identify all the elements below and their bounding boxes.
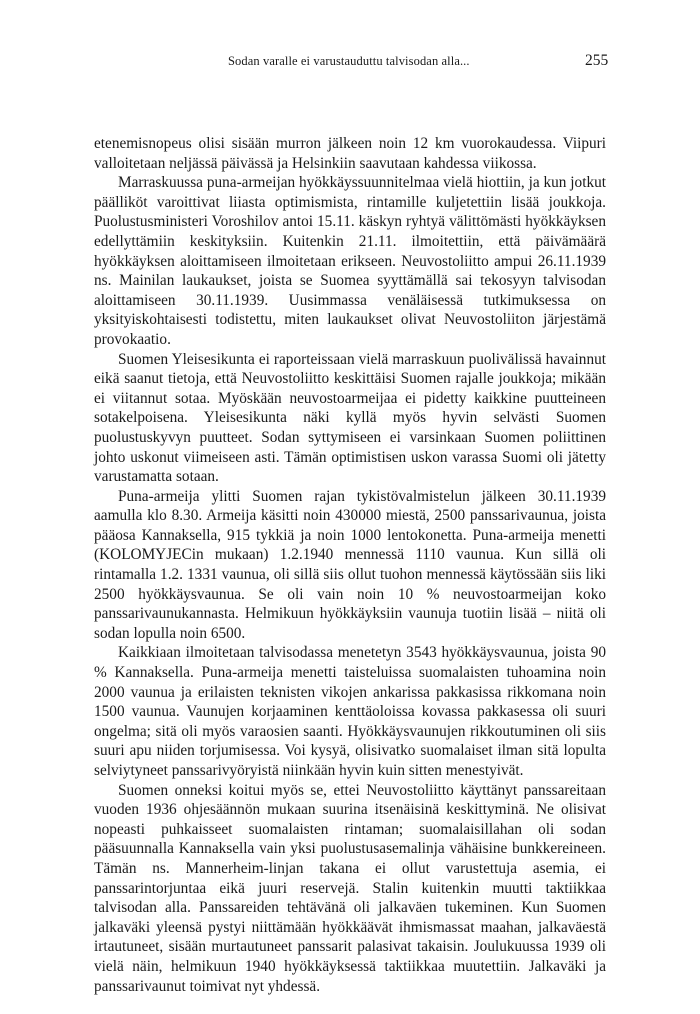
paragraph: Kaikkiaan ilmoitetaan talvisodassa menetetyn 3543 hyökkäysvaunua, joista 90 % Kannaksella. Puna-armeija menetti taisteluissa suomalaisten tuhoamina noin 2000 vaunua ja erilaisten teknisten vikojen ankarissa pakkasissa rikkomana noin 1500 vaunua. Vaunujen korjaaminen kenttäoloissa kovassa pakkasessa oli suuri ongelma; sitä oli myös varaosien saanti. Hyökkäysvaunujen rikkoutuminen oli siis suuri apu niiden torjumisessa. Voi kysyä, olisivatko suomalaiset ilman sitä lopulta selviytyneet panssarivyöryistä niinkään hyvin kuin sitten menestyivät. <box>94 644 606 779</box>
paragraph: Marraskuussa puna-armeijan hyökkäyssuunnitelmaa vielä hiottiin, ja kun jotkut päälliköt varoittivat liiasta optimismista, rintamille kuljetettiin lisää joukkoja. Puolustusministeri Voroshilov antoi 15.11. käskyn ryhtyä välittömästi hyökkäyksen edellyttämiin keskityksiin. Kuitenkin 21.11. ilmoitettiin, että päivämäärä hyökkäyksen aloittamiseen ilmoitetaan erikseen. Neuvostoliitto ampui 26.11.1939 ns. Mainilan laukaukset, joista se Suomea syyttämällä sai tekosyyn talvisodan aloittamiseen 30.11.1939. Uusimmassa venäläisessä tutkimuksessa on yksityiskohtaisesti todistettu, miten laukaukset olivat Neuvostoliiton järjestämä provokaatio. <box>94 174 606 348</box>
running-header <box>0 52 700 74</box>
paragraph: Suomen onneksi koitui myös se, ettei Neuvostoliitto käyttänyt panssareitaan vuoden 1936 ohjesäännön mukaan suurina itsenäisinä keskittyminä. Ne olisivat nopeasti puhkaisseet suomalaisten rintaman; suomalaisillahan oli sodan pääsuunnalla Kannaksella vain yksi puolustusasemalinja vähäisine bunkkereineen. Tämän ns. Mannerheim-linjan takana ei ollut varustettuja asemia, ei panssarintorjuntaa eikä juuri reservejä. Stalin kuitenkin muutti taktiikkaa talvisodan alla. Panssareiden tehtävänä oli jalkaväen tukeminen. Kun Suomen jalkaväki yleensä pystyi niittämään hyökkäävät ihmismassat maahan, jalkaväestä irtautuneet, sisään murtautuneet panssarit palasivat takaisin. Joulukuussa 1939 oli vielä näin, helmikuun 1940 hyökkäyksessä taktiikkaa muutettiin. Jalkaväki ja panssarivaunut toimivat nyt yhdessä. <box>94 781 606 995</box>
body-text <box>94 134 606 996</box>
paragraph: Puna-armeija ylitti Suomen rajan tykistövalmistelun jälkeen 30.11.1939 aamulla klo 8.30. Armeija käsitti noin 430000 miestä, 2500 panssarivaunua, joista pääosa Kannaksella, 915 tykkiä ja noin 1000 lentokonetta. Puna-armeija menetti (KOLOMYJECin mukaan) 1.2.1940 mennessä 1110 vaunua. Kun sillä oli rintamalla 1.2. 1331 vaunua, oli sillä siis ollut tuohon mennessä käytössään siis liki 2500 hyökkäysvaunua. Se oli vain noin 10 % neuvostoarmeijan koko panssarivaunukannasta. Helmikuun hyökkäyksiin vaunuja tuotiin lisää – niitä oli sodan lopulla noin 6500. <box>94 487 606 642</box>
paragraph: etenemisnopeus olisi sisään murron jälkeen noin 12 km vuorokaudessa. Viipuri valloitetaan neljässä päivässä ja Helsinkiin saavutaan kahdessa viikossa. <box>94 135 606 172</box>
running-title: Sodan varalle ei varustauduttu talvisodan alla... <box>228 54 470 68</box>
page-number: 255 <box>585 52 609 69</box>
paragraph: Suomen Yleisesikunta ei raporteissaan vielä marraskuun puolivälissä havainnut eikä saanut tietoja, että Neuvostoliitto keskittäisi Suomen rajalle joukkoja; mikään ei viitannut sotaa. Myöskään neuvostoarmeijaa ei pidetty kaikkine puutteineen sotakelpoisena. Yleisesikunta näki kyllä myös hyvin selvästi Suomen puolustuskyvyn puutteet. Sodan syttymiseen ei varsinkaan Suomen poliittinen johto uskonut viimeiseen asti. Tämän optimistisen uskon varassa Suomi oli jätetty varustamatta sotaan. <box>94 350 606 486</box>
